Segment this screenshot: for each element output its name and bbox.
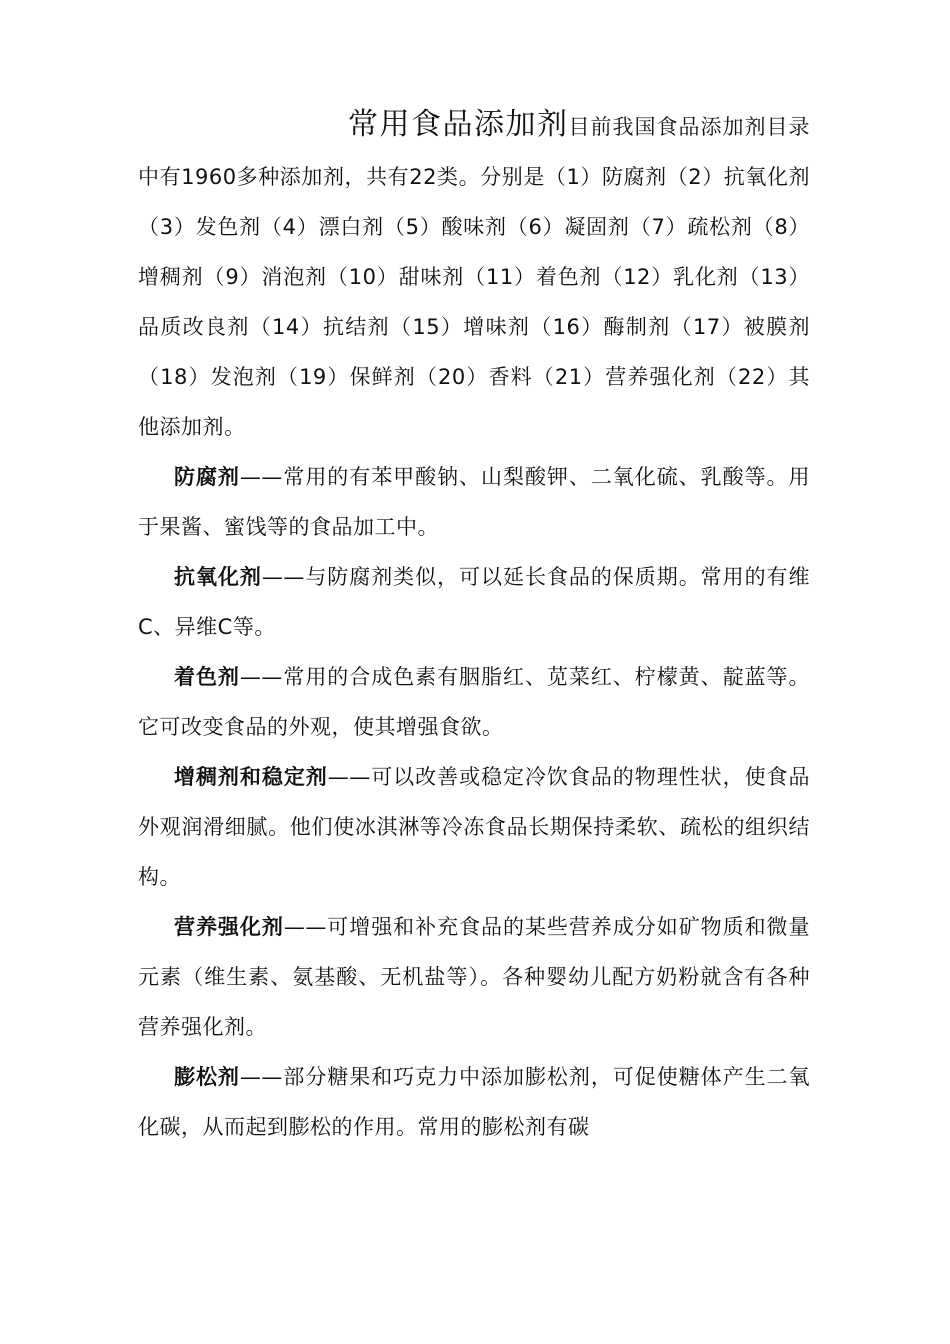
term-description: ——部分糖果和巧克力中添加膨松剂，可促使糖体产生二氧化碳，从而起到膨松的作用。常用的膨松剂有碳: [138, 1065, 810, 1139]
term-description: ——常用的合成色素有胭脂红、苋菜红、柠檬黄、靛蓝等。它可改变食品的外观，使其增强食欲。: [138, 665, 810, 739]
document-title: 常用食品添加剂: [348, 107, 569, 142]
term-label: 防腐剂: [174, 465, 240, 489]
paragraph-thickener: [138, 752, 810, 902]
term-description: ——可以改善或稳定冷饮食品的物理性状，使食品外观润滑细腻。他们使冰淇淋等冷冻食品长期保持柔软、疏松的组织结构。: [138, 765, 811, 889]
paragraph-preservative: [138, 452, 810, 552]
paragraph-leavening-agent: [138, 1052, 810, 1152]
term-description: ——可增强和补充食品的某些营养成分如矿物质和微量元素（维生素、氨基酸、无机盐等）。各种婴幼儿配方奶粉就含有各种营养强化剂。: [138, 915, 811, 1039]
intro-paragraph: [138, 100, 810, 452]
paragraph-colorant: [138, 652, 810, 752]
term-label: 抗氧化剂: [174, 565, 262, 589]
document-page: [138, 100, 810, 1152]
term-label: 着色剂: [174, 665, 240, 689]
term-label: 膨松剂: [174, 1065, 240, 1089]
intro-text: 目前我国食品添加剂目录中有1960多种添加剂，共有22类。分别是（1）防腐剂（2）抗氧化剂（3）发色剂（4）漂白剂（5）酸味剂（6）凝固剂（7）疏松剂（8）增稠剂（9）消泡剂（10）甜味剂（11）着色剂（12）乳化剂（13）品质改良剂（14）抗结剂（15）增味剂（16）酶制剂（17）被膜剂（18）发泡剂（19）保鲜剂（20）香料（21）营养强化剂（22）其他添加剂。: [138, 115, 810, 439]
term-label: 增稠剂和稳定剂: [174, 765, 328, 789]
term-description: ——常用的有苯甲酸钠、山梨酸钾、二氧化硫、乳酸等。用于果酱、蜜饯等的食品加工中。: [138, 465, 810, 539]
term-label: 营养强化剂: [174, 915, 284, 939]
term-description: ——与防腐剂类似，可以延长食品的保质期。常用的有维C、异维C等。: [138, 565, 811, 639]
paragraph-antioxidant: [138, 552, 810, 652]
paragraph-nutrition-fortifier: [138, 902, 810, 1052]
